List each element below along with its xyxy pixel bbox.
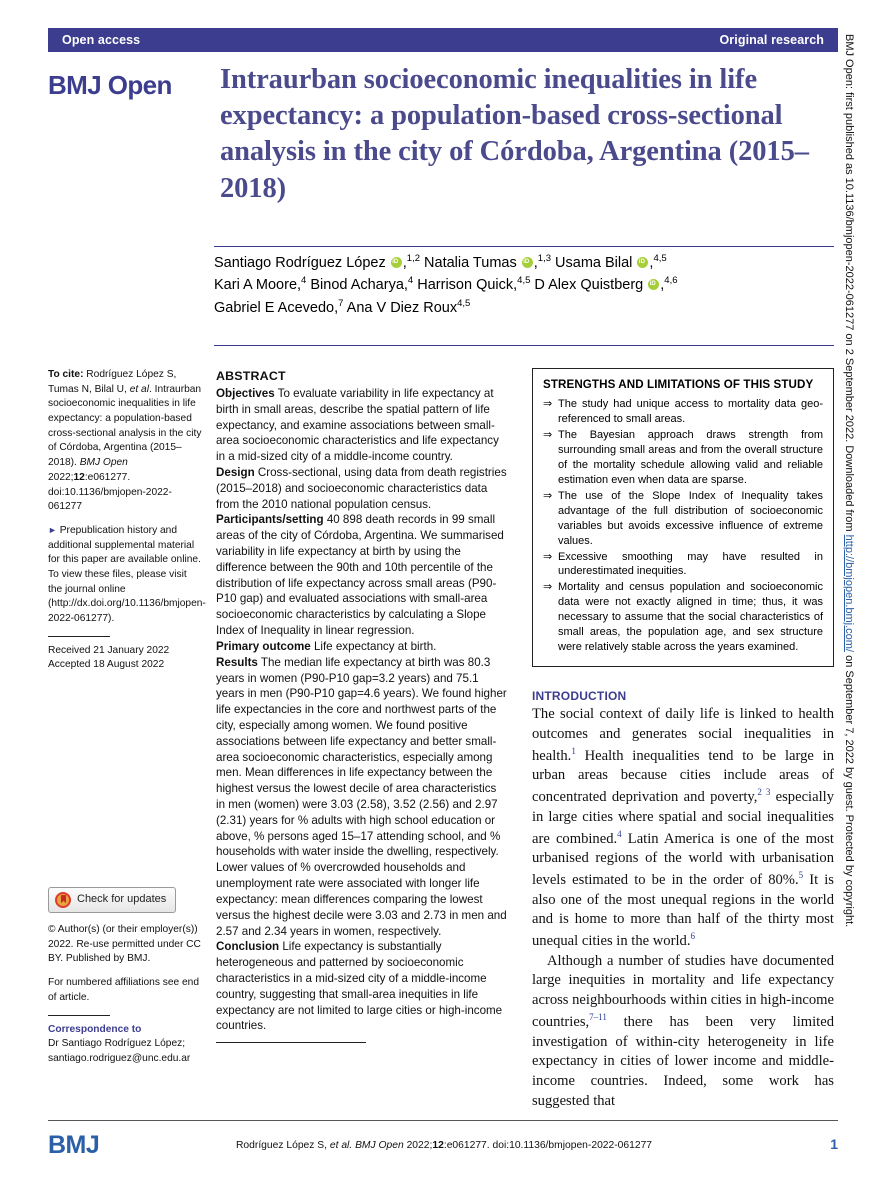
author-list: Santiago Rodríguez López iD ,$^{1,2}$ Natalia Tumas iD ,$^{1,3}$ Usama Bilal iD ,$^{4,5}$ Kari A Moore,$^4$ Binod Acharya,$^4$ Harrison Quick,$^{4,5}$ D Alex Quistberg iD ,$^{4,6}$ Gabriel E Acevedo,$^7$ Ana V Diez Roux$^{4,5}$ <box>214 252 834 319</box>
author-name: Gabriel E Acevedo, <box>214 299 339 316</box>
abstract-section-text: To evaluate variability in life expectancy at birth in small areas, describe the spatial pattern of life expectancy, and examine associations between small-area socioeconomic characteristics and life expectancy in a mid-sized city of a middle-income country. <box>216 386 499 464</box>
footer-citation-volpre: 2022; <box>403 1140 433 1151</box>
citation-ref[interactable]: 7–11 <box>589 1011 607 1022</box>
footer-citation-author: Rodríguez López S, <box>236 1140 330 1151</box>
tocite-label: To cite: <box>48 369 84 380</box>
footer-citation-volume: 12 <box>432 1140 444 1151</box>
abstract-section <box>216 465 508 512</box>
abstract-section-text: The median life expectancy at birth was 80.3 years in women (P90-P10 gap=3.2 years) and 75.1 years in men (P90-P10 gap=4.6 years). We found higher life expectancies in the core and northwest parts of the city, especially among women. We found positive associations between life expectancy and better small-area socioeconomic characteristics, especially among men. Mean differences in life expectancy between the highest versus the lowest decile of area characteristics in men (women) were 3.03 (2.58), 3.52 (2.56) and 2.97 (2.31) years for % adults with high school education or above, % persons aged 15–17 attending school, and % households with water inside the dwelling, respectively. Lower values of % overcrowded households and unemployment rate were associated with longer life expectancy: mean differences comparing the lowest versus the highest decile were 3.03 and 2.73 in men and 2.57 and 2.34 years in women, respectively. <box>216 655 507 938</box>
author-name: Ana V Diez Roux <box>346 299 458 316</box>
divider <box>216 1042 366 1043</box>
article-type-label: Original research <box>719 33 824 47</box>
abstract-section-text: Cross-sectional, using data from death registries (2015–2018) and socioeconomic characteristics data from the 2010 national population census. <box>216 465 507 511</box>
side-provenance-note <box>843 34 855 1134</box>
abstract-section-label: Conclusion <box>216 940 280 954</box>
author-name: Natalia Tumas <box>424 255 517 271</box>
correspondence-email[interactable]: santiago.rodriguez@unc.edu.ar <box>48 1052 191 1064</box>
intro-text: Health inequalities tend to be large in urban areas because cities include areas of concentrated deprivation and poverty, <box>532 747 834 805</box>
abstract-section-text: Life expectancy at birth. <box>310 639 437 653</box>
double-arrow-icon: ⇒ <box>543 581 553 594</box>
side-note-link[interactable]: http://bmjopen.bmj.com/ <box>843 534 855 653</box>
citation-ref[interactable]: 5 <box>798 869 804 880</box>
citation-ref[interactable]: 2 3 <box>757 787 771 798</box>
masthead <box>48 62 838 207</box>
introduction-section <box>532 689 834 1111</box>
page-number: 1 <box>830 1136 838 1152</box>
affiliation-ref: 4,5 <box>653 253 667 265</box>
affiliation-ref: 4 <box>301 275 307 287</box>
citation-block <box>48 368 203 515</box>
divider-below-authors <box>214 345 834 346</box>
tocite-etal: et al <box>129 383 149 395</box>
right-column <box>532 368 834 1112</box>
author-name: D Alex Quistberg <box>534 277 644 294</box>
check-for-updates-label: Check for updates <box>77 893 167 906</box>
intro-text: It is also one of the most unequal regions in the world and is home to more than half of the thirty most unequal cities in the world. <box>532 871 834 949</box>
abstract-section <box>216 655 508 940</box>
introduction-paragraph <box>532 952 834 1112</box>
correspondence-name: Dr Santiago Rodríguez López; <box>48 1038 186 1050</box>
bmj-logo: BMJ <box>48 1131 100 1159</box>
divider <box>48 1015 110 1016</box>
list-item <box>543 489 823 549</box>
list-item <box>543 397 823 427</box>
abstract-heading: ABSTRACT <box>216 369 286 383</box>
citation-ref[interactable]: 1 <box>571 745 576 756</box>
correspondence-heading: Correspondence to <box>48 1023 142 1035</box>
double-arrow-icon: ⇒ <box>543 550 553 563</box>
tocite-text: Rodríguez López S, Tumas N, Bilal U, <box>48 369 177 395</box>
footer-citation-rest: :e061277. doi:10.1136/bmjopen-2022-061277 <box>443 1140 653 1151</box>
check-for-updates-button[interactable] <box>48 887 176 913</box>
affiliation-ref: 4,5 <box>517 275 531 287</box>
author-name: Santiago Rodríguez López <box>214 255 386 271</box>
abstract-section-label: Design <box>216 465 255 479</box>
author-name: Usama Bilal <box>555 255 633 271</box>
citation-ref[interactable]: 6 <box>690 931 695 942</box>
triangle-bullet-icon: ► <box>48 524 57 535</box>
prepublication-text: Prepublication history and additional supplemental material for this paper are available online. To view these files, please visit the journal online (http://dx.doi.org/10.1136/bmjopen-2022-061277). <box>48 524 206 624</box>
orcid-icon[interactable] <box>522 257 533 268</box>
orcid-icon[interactable] <box>637 257 648 268</box>
strengths-limitations-box <box>532 368 834 667</box>
affiliation-ref: 4,6 <box>664 275 678 287</box>
side-note-part1: BMJ Open: first published as 10.1136/bmjopen-2022-061277 on 2 September 2022. Downloaded from <box>843 34 855 535</box>
double-arrow-icon: ⇒ <box>543 428 553 441</box>
tocite-vol-post: :e061277. doi:10.1136/bmjopen-2022-061277 <box>48 471 172 513</box>
abstract-section <box>216 639 508 655</box>
list-item <box>543 580 823 655</box>
list-item-label: The Bayesian approach draws strength from surrounding small areas and from the overall structure of the mortality schedule allowing valid and reliable estimation even when data are sparse. <box>558 428 823 486</box>
tocite-volume: 12 <box>73 471 85 483</box>
sidebar-metadata <box>48 368 206 1076</box>
journal-logo: BMJ Open <box>48 70 172 100</box>
orcid-icon[interactable] <box>648 279 659 290</box>
accepted-date: Accepted 18 August 2022 <box>48 659 165 671</box>
introduction-paragraph <box>532 705 834 951</box>
author-name: Binod Acharya, <box>310 277 408 294</box>
author-name: Kari A Moore, <box>214 277 302 294</box>
footer-citation-journal: . BMJ Open <box>349 1140 404 1151</box>
abstract-section-text: Life expectancy is substantially heterogeneous and patterned by socioeconomic characteristics in a mid-sized city of a middle-income country, suggesting that small-area inequities in life expectancy are not limited to large cities or high-income countries. <box>216 940 503 1033</box>
footer-divider <box>48 1120 838 1121</box>
intro-text: The social context of daily life is linked to health outcomes and generates social inequalities in health. <box>532 706 834 764</box>
prepublication-note <box>48 524 206 627</box>
copyright-notice: © Author(s) (or their employer(s)) 2022. Re-use permitted under CC BY. Published by BMJ. <box>48 924 201 965</box>
list-item-label: The use of the Slope Index of Inequality takes advantage of the full distribution of socioeconomic variables but avoids excessive influence of extreme values. <box>558 489 823 547</box>
abstract-section-text: 40 898 death records in 99 small areas of the city of Córdoba, Argentina. We summarised variability in life expectancy at birth by using the difference between the 90th and 10th percentile of the distribution of life expectancy across small areas (P90-P10 gap) and evaluated associations with small-area socioeconomic characteristics by calculating a Slope Index of Inequality in linear regression. <box>216 513 504 638</box>
list-item <box>543 428 823 488</box>
intro-text: there has been very limited investigation of within-city heterogeneity in life expectancy in cities of lower income and middle-income countries. Indeed, some work has suggested that <box>532 1013 834 1109</box>
affiliation-ref: 4 <box>407 275 414 287</box>
citation-ref[interactable]: 4 <box>617 828 622 839</box>
footer-citation-etal: et al <box>329 1140 350 1151</box>
strengths-heading: STRENGTHS AND LIMITATIONS OF THIS STUDY <box>543 378 814 391</box>
intro-text: Although a number of studies have documented large inequities in mortality and life expectancy across neighbourhoods within cities in high-income countries, <box>532 952 834 1030</box>
received-date: Received 21 January 2022 <box>48 644 170 656</box>
abstract-section-label: Participants/setting <box>216 513 324 527</box>
list-item-label: The study had unique access to mortality data geo-referenced to small areas. <box>558 398 823 425</box>
abstract-section-label: Objectives <box>216 386 275 400</box>
side-note-part2: on September 7, 2022 by guest. Protected by copyright. <box>843 652 855 928</box>
tocite-rest: . Intraurban socioeconomic inequalities in life expectancy: a population-based cross-sectional analysis in the city of Córdoba, Argentina (2015–2018). <box>48 383 202 469</box>
tocite-journal: BMJ Open <box>79 457 128 469</box>
intro-text: especially in large cities where spatial and social inequalities are combined. <box>532 788 834 847</box>
crossmark-icon <box>55 892 71 908</box>
abstract-section-label: Results <box>216 655 258 669</box>
affiliation-ref: 4,5 <box>457 298 471 310</box>
page-title: Intraurban socioeconomic inequalities in life expectancy: a population-based cross-sectional analysis in the city of Córdoba, Argentina (2015–2018) <box>220 64 809 204</box>
affiliation-ref: 7 <box>338 298 344 310</box>
author-name: Harrison Quick, <box>417 277 518 294</box>
introduction-heading: INTRODUCTION <box>532 689 627 704</box>
access-banner <box>48 28 838 52</box>
abstract-section <box>216 512 508 639</box>
double-arrow-icon: ⇒ <box>543 398 553 410</box>
footer-citation <box>236 1140 652 1151</box>
affiliations-note: For numbered affiliations see end of article. <box>48 977 200 1003</box>
abstract-section <box>216 939 508 1034</box>
divider <box>48 636 110 637</box>
open-access-label: Open access <box>62 33 141 47</box>
list-item-label: Mortality and census population and socioeconomic data were not exactly aligned in time; thus, it was necessary to assume that the social characteristics of small areas, the population age, and sex structure were relatively stable across the years examined. <box>558 581 823 654</box>
list-item-label: Excessive smoothing may have resulted in underestimated inequities. <box>558 550 823 578</box>
intro-text: Latin America is one of the most urbanised regions of the world with urbanisation levels estimated to be in the order of 80%. <box>532 830 834 888</box>
tocite-vol-pre: 2022; <box>48 471 74 483</box>
abstract-section-label: Primary outcome <box>216 639 311 653</box>
affiliation-ref: 1,2 <box>406 253 420 265</box>
double-arrow-icon: ⇒ <box>543 489 553 502</box>
orcid-icon[interactable] <box>391 257 402 268</box>
abstract-column <box>216 368 508 1043</box>
affiliation-ref: 1,3 <box>537 253 551 265</box>
abstract-section <box>216 386 508 465</box>
divider-above-authors <box>214 246 834 247</box>
list-item <box>543 550 823 580</box>
